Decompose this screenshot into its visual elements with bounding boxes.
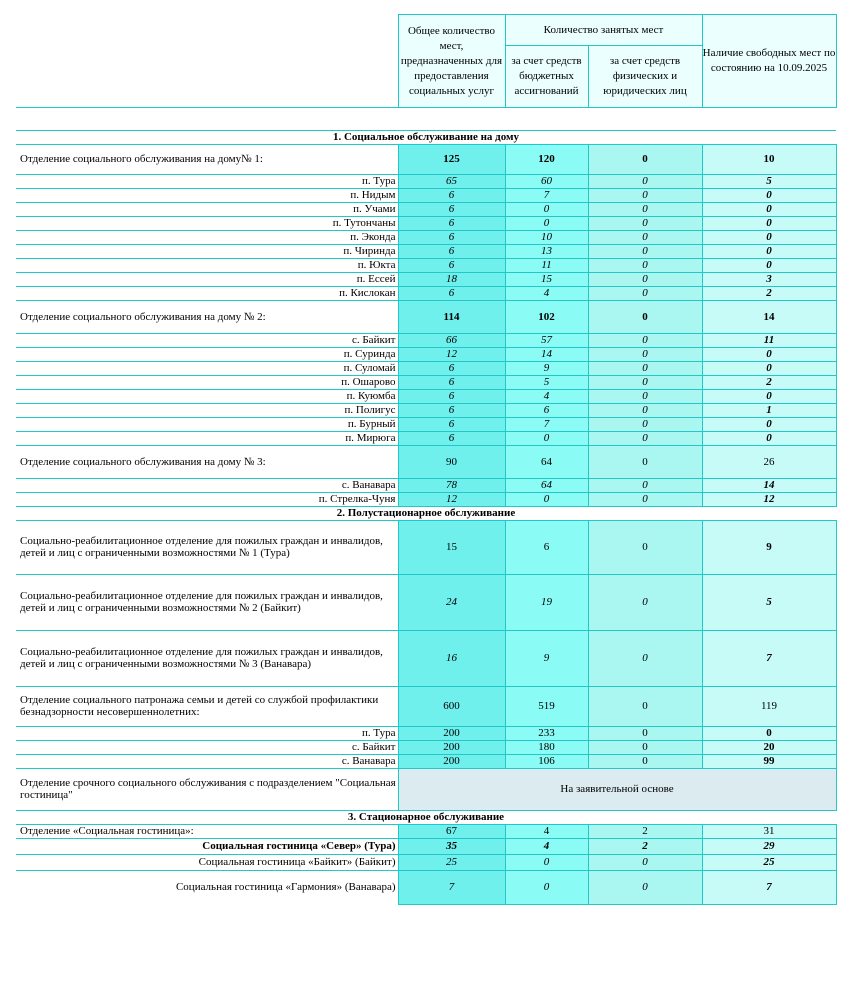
value-cell: 0 bbox=[588, 492, 702, 506]
table-row bbox=[16, 838, 836, 854]
header-private: за счет средств физических и юридических лиц bbox=[588, 46, 702, 108]
value-cell: 0 bbox=[505, 870, 588, 904]
value-cell: 5 bbox=[702, 174, 836, 188]
value-cell: 6 bbox=[398, 361, 505, 375]
value-cell: 120 bbox=[505, 144, 588, 174]
value-cell: 0 bbox=[588, 520, 702, 574]
value-cell: 12 bbox=[398, 492, 505, 506]
value-cell: 0 bbox=[588, 389, 702, 403]
value-cell: 0 bbox=[702, 216, 836, 230]
value-cell: 0 bbox=[588, 258, 702, 272]
value-cell: 19 bbox=[505, 574, 588, 630]
table-row bbox=[16, 445, 836, 478]
table-row bbox=[16, 492, 836, 506]
value-cell: 0 bbox=[588, 202, 702, 216]
value-cell: 0 bbox=[588, 188, 702, 202]
value-cell: 9 bbox=[505, 630, 588, 686]
table-row bbox=[16, 375, 836, 389]
value-cell: 3 bbox=[702, 272, 836, 286]
value-cell: 106 bbox=[505, 754, 588, 768]
value-cell: 4 bbox=[505, 824, 588, 838]
row-label: п. Юкта bbox=[16, 258, 398, 272]
data-table bbox=[16, 122, 837, 905]
value-cell: 7 bbox=[505, 417, 588, 431]
row-label: Социальная гостиница «Север» (Тура) bbox=[16, 838, 398, 854]
table-row bbox=[16, 854, 836, 870]
value-cell: 6 bbox=[398, 230, 505, 244]
value-cell: 0 bbox=[588, 630, 702, 686]
value-cell: 35 bbox=[398, 838, 505, 854]
table-row bbox=[16, 520, 836, 574]
value-cell: 64 bbox=[505, 445, 588, 478]
value-cell: 65 bbox=[398, 174, 505, 188]
value-cell: 0 bbox=[588, 870, 702, 904]
row-label: Социально-реабилитационное отделение для пожилых граждан и инвалидов, детей и лиц с ограниченными возможностями № 3 (Ванавара) bbox=[16, 630, 398, 686]
table-row bbox=[16, 258, 836, 272]
row-label: п. Куюмба bbox=[16, 389, 398, 403]
row-label: п. Ессей bbox=[16, 272, 398, 286]
header-budget: за счет средств бюджетных ассигнований bbox=[505, 46, 588, 108]
value-cell: 0 bbox=[505, 431, 588, 445]
table-row bbox=[16, 174, 836, 188]
table-row bbox=[16, 417, 836, 431]
value-cell: 67 bbox=[398, 824, 505, 838]
header-occupied: Количество занятых мест bbox=[505, 15, 702, 46]
value-cell: 15 bbox=[398, 520, 505, 574]
value-cell: 6 bbox=[398, 202, 505, 216]
value-cell: 0 bbox=[588, 300, 702, 333]
value-cell: 7 bbox=[702, 870, 836, 904]
value-cell: 6 bbox=[398, 216, 505, 230]
value-cell: 0 bbox=[702, 347, 836, 361]
value-cell: 0 bbox=[588, 445, 702, 478]
section-title: 1. Социальное обслуживание на дому bbox=[16, 130, 836, 144]
row-label: п. Суломай bbox=[16, 361, 398, 375]
spacer bbox=[16, 122, 836, 130]
table-row bbox=[16, 333, 836, 347]
row-label: п. Тутончаны bbox=[16, 216, 398, 230]
row-label: п. Чиринда bbox=[16, 244, 398, 258]
value-cell: 7 bbox=[398, 870, 505, 904]
value-cell: 6 bbox=[398, 431, 505, 445]
table-row bbox=[16, 244, 836, 258]
row-label: п. Мирюга bbox=[16, 431, 398, 445]
value-cell: 6 bbox=[505, 520, 588, 574]
value-cell: 6 bbox=[398, 403, 505, 417]
row-label: п. Суринда bbox=[16, 347, 398, 361]
value-cell: 6 bbox=[505, 403, 588, 417]
value-cell: 9 bbox=[505, 361, 588, 375]
value-cell: 25 bbox=[398, 854, 505, 870]
value-cell: 57 bbox=[505, 333, 588, 347]
value-cell: 99 bbox=[702, 754, 836, 768]
row-label: п. Тура bbox=[16, 174, 398, 188]
row-label: п. Кислокан bbox=[16, 286, 398, 300]
value-cell: 2 bbox=[588, 838, 702, 854]
table-row bbox=[16, 188, 836, 202]
value-cell: 11 bbox=[702, 333, 836, 347]
row-label: п. Ошарово bbox=[16, 375, 398, 389]
table-row bbox=[16, 740, 836, 754]
value-cell: 0 bbox=[702, 230, 836, 244]
value-cell: 0 bbox=[702, 417, 836, 431]
section-title: 3. Стационарное обслуживание bbox=[16, 810, 836, 824]
value-cell: 0 bbox=[702, 188, 836, 202]
row-label: п. Учами bbox=[16, 202, 398, 216]
value-cell: 29 bbox=[702, 838, 836, 854]
row-label: Социально-реабилитационное отделение для пожилых граждан и инвалидов, детей и лиц с ограниченными возможностями № 2 (Байкит) bbox=[16, 574, 398, 630]
table-row bbox=[16, 768, 836, 810]
value-cell: 2 bbox=[588, 824, 702, 838]
value-cell: 0 bbox=[588, 417, 702, 431]
row-label: п. Стрелка-Чуня bbox=[16, 492, 398, 506]
value-cell: 114 bbox=[398, 300, 505, 333]
value-cell: 0 bbox=[588, 361, 702, 375]
table-row bbox=[16, 347, 836, 361]
value-cell: 10 bbox=[702, 144, 836, 174]
row-label: Социальная гостиница «Гармония» (Ванавара) bbox=[16, 870, 398, 904]
value-cell: 66 bbox=[398, 333, 505, 347]
value-cell: 0 bbox=[588, 686, 702, 726]
value-cell: 0 bbox=[588, 174, 702, 188]
value-cell: 5 bbox=[702, 574, 836, 630]
table-row bbox=[16, 686, 836, 726]
value-cell: 0 bbox=[588, 286, 702, 300]
header-blank bbox=[16, 15, 398, 108]
row-label: Отделение срочного социального обслуживания с подразделением "Социальная гостиница" bbox=[16, 768, 398, 810]
value-cell: 24 bbox=[398, 574, 505, 630]
table-row bbox=[16, 824, 836, 838]
row-label: п. Нидым bbox=[16, 188, 398, 202]
value-cell: 6 bbox=[398, 258, 505, 272]
value-cell: 20 bbox=[702, 740, 836, 754]
value-cell: 0 bbox=[588, 244, 702, 258]
table-row bbox=[16, 506, 836, 520]
value-cell: 0 bbox=[588, 144, 702, 174]
row-label: с. Байкит bbox=[16, 740, 398, 754]
value-cell: 14 bbox=[505, 347, 588, 361]
value-cell: 1 bbox=[702, 403, 836, 417]
table-row bbox=[16, 431, 836, 445]
value-cell: 14 bbox=[702, 478, 836, 492]
value-cell: 26 bbox=[702, 445, 836, 478]
value-cell: 180 bbox=[505, 740, 588, 754]
value-cell: 0 bbox=[588, 854, 702, 870]
value-cell: 0 bbox=[588, 230, 702, 244]
value-cell: 12 bbox=[702, 492, 836, 506]
table-row bbox=[16, 272, 836, 286]
table-row bbox=[16, 870, 836, 904]
value-cell: 0 bbox=[588, 375, 702, 389]
value-cell: 0 bbox=[702, 726, 836, 740]
value-cell: 4 bbox=[505, 389, 588, 403]
table-row bbox=[16, 403, 836, 417]
value-cell: 0 bbox=[588, 333, 702, 347]
row-label: Отделение социального обслуживания на дому № 2: bbox=[16, 300, 398, 333]
table-row bbox=[16, 810, 836, 824]
table-row bbox=[16, 630, 836, 686]
header-total: Общее количество мест, предназначенных для предоставления социальных услуг bbox=[398, 15, 505, 108]
row-label: п. Эконда bbox=[16, 230, 398, 244]
value-cell: 0 bbox=[588, 216, 702, 230]
value-cell: 0 bbox=[588, 431, 702, 445]
row-label: с. Ванавара bbox=[16, 754, 398, 768]
value-cell: 0 bbox=[505, 216, 588, 230]
value-cell: 0 bbox=[588, 347, 702, 361]
value-cell: 0 bbox=[505, 492, 588, 506]
table-row bbox=[16, 144, 836, 174]
table-row bbox=[16, 216, 836, 230]
value-cell: 6 bbox=[398, 188, 505, 202]
value-cell: 200 bbox=[398, 740, 505, 754]
value-cell: 119 bbox=[702, 686, 836, 726]
value-cell: 0 bbox=[702, 361, 836, 375]
value-cell: 11 bbox=[505, 258, 588, 272]
table-row bbox=[16, 202, 836, 216]
value-cell: 64 bbox=[505, 478, 588, 492]
table-row bbox=[16, 389, 836, 403]
value-cell: 25 bbox=[702, 854, 836, 870]
value-cell: 78 bbox=[398, 478, 505, 492]
section-title: 2. Полустационарное обслуживание bbox=[16, 506, 836, 520]
value-cell: 0 bbox=[702, 244, 836, 258]
value-cell: 31 bbox=[702, 824, 836, 838]
value-cell: 7 bbox=[505, 188, 588, 202]
table-row bbox=[16, 230, 836, 244]
row-label: с. Байкит bbox=[16, 333, 398, 347]
value-cell: 4 bbox=[505, 838, 588, 854]
value-cell: 2 bbox=[702, 375, 836, 389]
table-row bbox=[16, 130, 836, 144]
row-label: с. Ванавара bbox=[16, 478, 398, 492]
value-cell: 0 bbox=[702, 431, 836, 445]
table-row bbox=[16, 574, 836, 630]
row-label: Отделение социального обслуживания на дому № 3: bbox=[16, 445, 398, 478]
value-cell: 2 bbox=[702, 286, 836, 300]
value-cell: 14 bbox=[702, 300, 836, 333]
table-row bbox=[16, 286, 836, 300]
value-cell: 0 bbox=[588, 272, 702, 286]
row-label: Отделение социального обслуживания на дому№ 1: bbox=[16, 144, 398, 174]
table-row bbox=[16, 754, 836, 768]
value-cell: 0 bbox=[588, 740, 702, 754]
value-cell: 0 bbox=[588, 478, 702, 492]
value-cell: 7 bbox=[702, 630, 836, 686]
value-cell: 519 bbox=[505, 686, 588, 726]
row-label: п. Бурный bbox=[16, 417, 398, 431]
table-row bbox=[16, 300, 836, 333]
value-cell: 12 bbox=[398, 347, 505, 361]
value-cell: 0 bbox=[588, 726, 702, 740]
header-table bbox=[16, 14, 837, 108]
value-cell: 0 bbox=[588, 754, 702, 768]
value-cell: 125 bbox=[398, 144, 505, 174]
row-label: п. Тура bbox=[16, 726, 398, 740]
value-cell: 6 bbox=[398, 389, 505, 403]
value-cell: 0 bbox=[588, 403, 702, 417]
row-label: Отделение социального патронажа семьи и детей со службой профилактики безнадзорности несовершеннолетних: bbox=[16, 686, 398, 726]
value-cell: 15 bbox=[505, 272, 588, 286]
value-cell: 0 bbox=[702, 202, 836, 216]
value-cell: 0 bbox=[505, 854, 588, 870]
value-cell: 90 bbox=[398, 445, 505, 478]
value-cell: 102 bbox=[505, 300, 588, 333]
note-cell: На заявительной основе bbox=[398, 768, 836, 810]
value-cell: 10 bbox=[505, 230, 588, 244]
table-row bbox=[16, 478, 836, 492]
value-cell: 6 bbox=[398, 375, 505, 389]
value-cell: 200 bbox=[398, 726, 505, 740]
value-cell: 6 bbox=[398, 286, 505, 300]
table-row bbox=[16, 361, 836, 375]
row-label: Социально-реабилитационное отделение для пожилых граждан и инвалидов, детей и лиц с ограниченными возможностями № 1 (Тура) bbox=[16, 520, 398, 574]
value-cell: 9 bbox=[702, 520, 836, 574]
value-cell: 6 bbox=[398, 417, 505, 431]
row-label: Социальная гостиница «Байкит» (Байкит) bbox=[16, 854, 398, 870]
value-cell: 6 bbox=[398, 244, 505, 258]
value-cell: 4 bbox=[505, 286, 588, 300]
header-free: Наличие свободных мест по состоянию на 10.09.2025 bbox=[702, 15, 836, 108]
value-cell: 13 bbox=[505, 244, 588, 258]
value-cell: 0 bbox=[588, 574, 702, 630]
value-cell: 600 bbox=[398, 686, 505, 726]
table-row bbox=[16, 122, 836, 130]
value-cell: 18 bbox=[398, 272, 505, 286]
value-cell: 16 bbox=[398, 630, 505, 686]
row-label: п. Полигус bbox=[16, 403, 398, 417]
value-cell: 200 bbox=[398, 754, 505, 768]
table-row bbox=[16, 726, 836, 740]
value-cell: 5 bbox=[505, 375, 588, 389]
row-label: Отделение «Социальная гостиница»: bbox=[16, 824, 398, 838]
value-cell: 0 bbox=[505, 202, 588, 216]
value-cell: 0 bbox=[702, 389, 836, 403]
value-cell: 60 bbox=[505, 174, 588, 188]
value-cell: 233 bbox=[505, 726, 588, 740]
value-cell: 0 bbox=[702, 258, 836, 272]
